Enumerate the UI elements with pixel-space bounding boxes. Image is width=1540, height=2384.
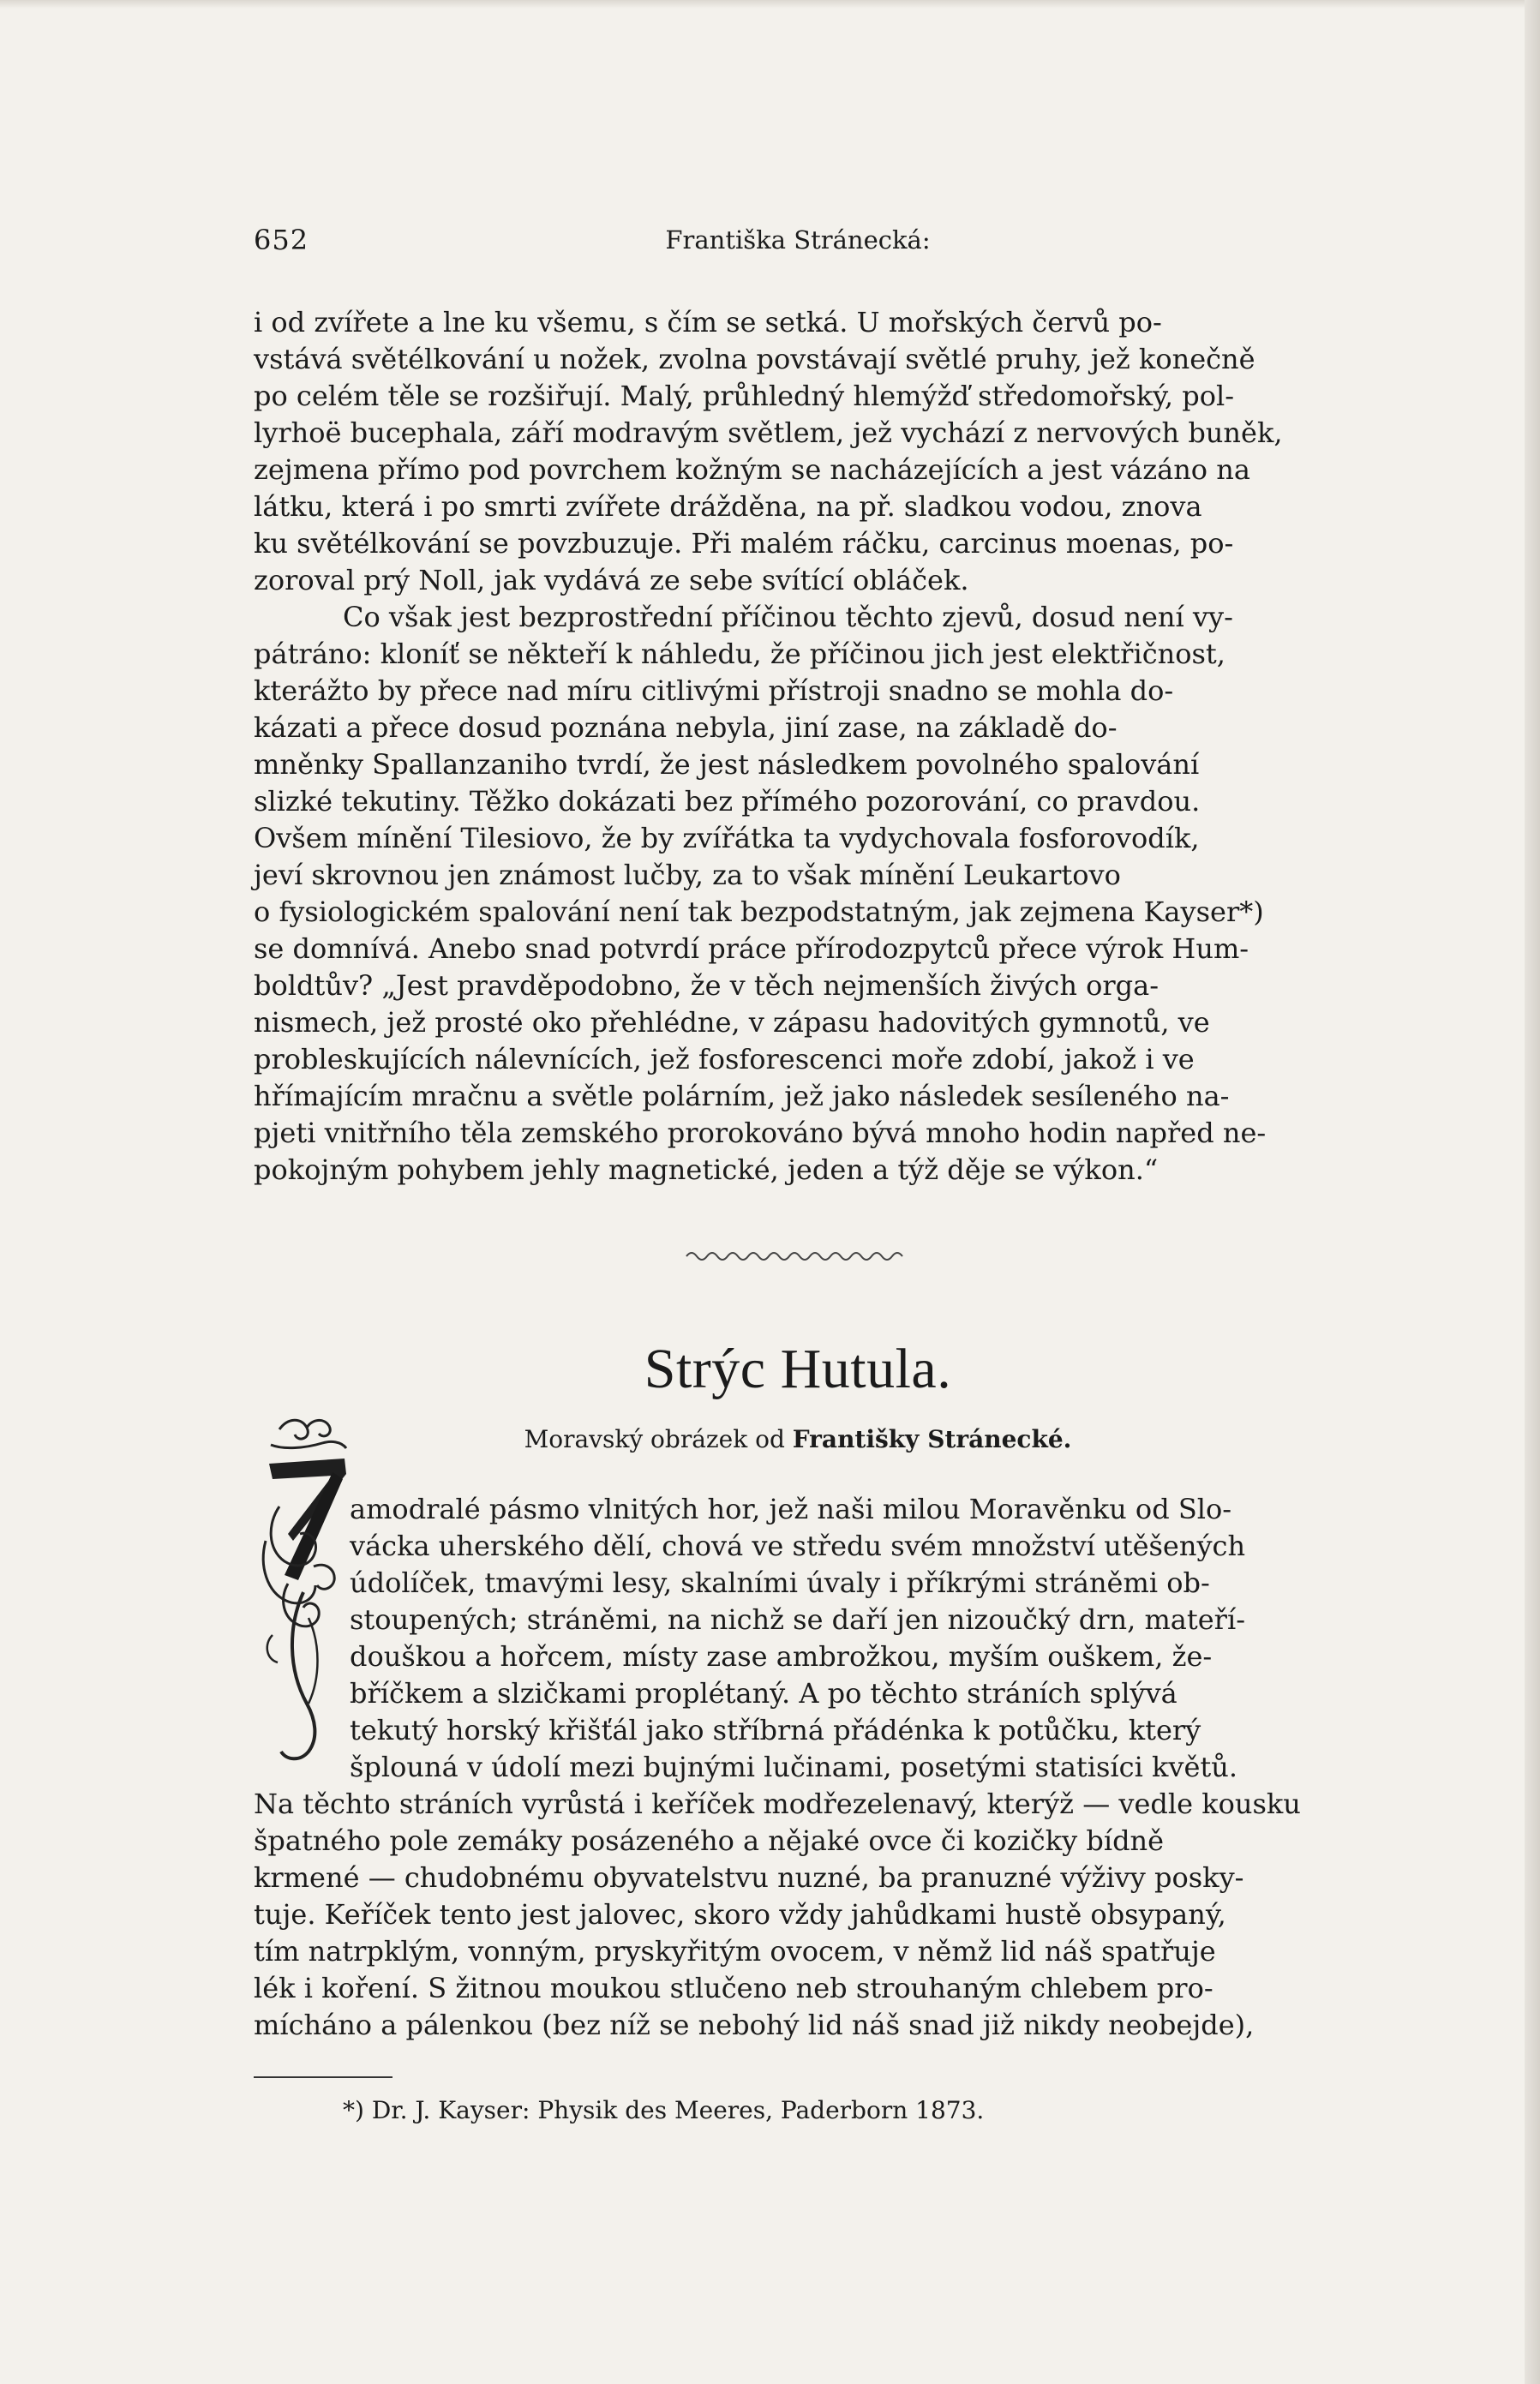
- text-line: lyrhoë bucephala, září modravým světlem, jež vychází z nervových buněk,: [254, 416, 1283, 449]
- page-top-edge: [0, 0, 1525, 9]
- text-line: špatného pole zemáky posázeného a nějaké ovce či kozičky bídně: [254, 1824, 1165, 1857]
- text-line: vstává světélkování u nožek, zvolna povstávají světlé pruhy, jež konečně: [254, 343, 1255, 375]
- text-line: lék i koření. S žitnou moukou stlučeno neb strouhaným chlebem pro-: [254, 1972, 1213, 2004]
- story-subtitle: [254, 1423, 1342, 1457]
- footnote-rule: [254, 2076, 392, 2078]
- text-line: údolíček, tmavými lesy, skalními úvaly i příkrými stráněmi ob-: [350, 1566, 1210, 1599]
- text-line: zejmena přímo pod povrchem kožným se nacházejících a jest vázáno na: [254, 453, 1250, 486]
- text-line: pátráno: kloníť se někteří k náhledu, že příčinou jich jest elektřičnost,: [254, 638, 1225, 670]
- text-line: tekutý horský křišťál jako stříbrná přádénka k potůčku, který: [350, 1714, 1201, 1746]
- paragraph-2: [254, 599, 1342, 1189]
- subtitle-prefix: Moravský obrázek od: [524, 1425, 793, 1453]
- text-line: ku světélkování se povzbuzuje. Při malém ráčku, carcinus moenas, po-: [254, 527, 1234, 560]
- text-line: mněnky Spallanzaniho tvrdí, že jest následkem povolného spalování: [254, 748, 1200, 781]
- text-line: nismech, jež prosté oko přehlédne, v zápasu hadovitých gymnotů, ve: [254, 1006, 1210, 1039]
- paragraph-1: [254, 304, 1342, 599]
- footnote: *) Dr. J. Kayser: Physik des Meeres, Paderborn 1873.: [343, 2096, 985, 2124]
- text-line: zoroval prý Noll, jak vydává ze sebe svítící obláček.: [254, 564, 969, 596]
- story-indented-lines: [254, 1491, 1342, 1786]
- text-line: Ovšem mínění Tilesiovo, že by zvířátka ta vydychovala fosforovodík,: [254, 822, 1200, 854]
- page-number: 652: [254, 224, 309, 256]
- text-line: o fysiologickém spalování není tak bezpodstatným, jak zejmena Kayser*): [254, 895, 1264, 928]
- text-line: tím natrpklým, vonným, pryskyřitým ovocem, v němž lid náš spatřuje: [254, 1935, 1216, 1968]
- article-continuation: [254, 304, 1342, 1189]
- page-header: [254, 219, 1342, 261]
- text-line: po celém těle se rozšiřují. Malý, průhledný hlemýžď středomořský, pol-: [254, 380, 1235, 412]
- text-line: douškou a hořcem, místy zase ambrožkou, myším ouškem, že-: [350, 1640, 1213, 1673]
- running-head: Františka Stránecká:: [665, 225, 931, 255]
- text-line: látku, která i po smrti zvířete drážděna, na př. sladkou vodou, znova: [254, 490, 1202, 523]
- text-line: pjeti vnitřního těla zemského prorokováno bývá mnoho hodin napřed ne-: [254, 1117, 1267, 1149]
- text-line: jeví skrovnou jen známost lučby, za to však mínění Leukartovo: [254, 859, 1121, 891]
- text-line: pokojným pohybem jehly magnetické, jeden a týž děje se výkon.“: [254, 1153, 1159, 1186]
- story-text: [254, 1491, 1342, 2044]
- story-full-lines: [254, 1786, 1342, 2044]
- ornament-divider: [685, 1244, 908, 1270]
- text-line: hřímajícím mračnu a světle polárním, jež jako následek sesíleného na-: [254, 1080, 1230, 1112]
- text-line: Na těchto stráních vyrůstá i keříček modřezelenavý, kterýž — vedle kousku: [254, 1788, 1301, 1820]
- text-line: bříčkem a slzičkami proplétaný. A po těchto stráních splývá: [350, 1677, 1177, 1710]
- text-line: i od zvířete a lne ku všemu, s čím se setká. U mořských červů po-: [254, 306, 1162, 338]
- subtitle-author: Františky Stránecké.: [792, 1425, 1072, 1453]
- page-right-edge: [1525, 0, 1540, 2384]
- text-line: se domnívá. Anebo snad potvrdí práce přírodozpytců přece výrok Hum-: [254, 932, 1249, 965]
- text-line: stoupených; stráněmi, na nichž se daří jen nizoučký drn, mateří-: [350, 1603, 1246, 1636]
- text-line: probleskujících nálevnících, jež fosforescenci moře zdobí, jakož i ve: [254, 1043, 1195, 1075]
- text-line: amodralé pásmo vlnitých hor, jež naši milou Moravěnku od Slo-: [350, 1493, 1232, 1525]
- text-line: krmené — chudobnému obyvatelstvu nuzné, ba pranuzné výživy posky-: [254, 1861, 1244, 1894]
- text-line: slizké tekutiny. Těžko dokázati bez přímého pozorování, co pravdou.: [254, 785, 1201, 818]
- text-line: Co však jest bezprostřední příčinou těchto zjevů, dosud není vy-: [343, 601, 1233, 633]
- text-line: šplouná v údolí mezi bujnými lučinami, posetými statisíci květů.: [350, 1751, 1238, 1783]
- text-line: váckа uherského dělí, chová ve středu svém množství utěšených: [350, 1530, 1246, 1562]
- text-line: kterážto by přece nad míru citlivými přístroji snadno se mohla do-: [254, 674, 1174, 707]
- text-line: tuje. Keříček tento jest jalovec, skoro vždy jahůdkami hustě obsypaný,: [254, 1898, 1226, 1931]
- text-line: mícháno a pálenkou (bez níž se nebohý lid náš snad již nikdy neobejde),: [254, 2009, 1255, 2041]
- text-line: kázati a přece dosud poznána nebyla, jiní zase, na základě do-: [254, 711, 1118, 744]
- text-line: boldtův? „Jest pravděpodobno, že v těch nejmenších živých orga-: [254, 969, 1159, 1002]
- story-title: Strýc Hutula.: [644, 1338, 952, 1400]
